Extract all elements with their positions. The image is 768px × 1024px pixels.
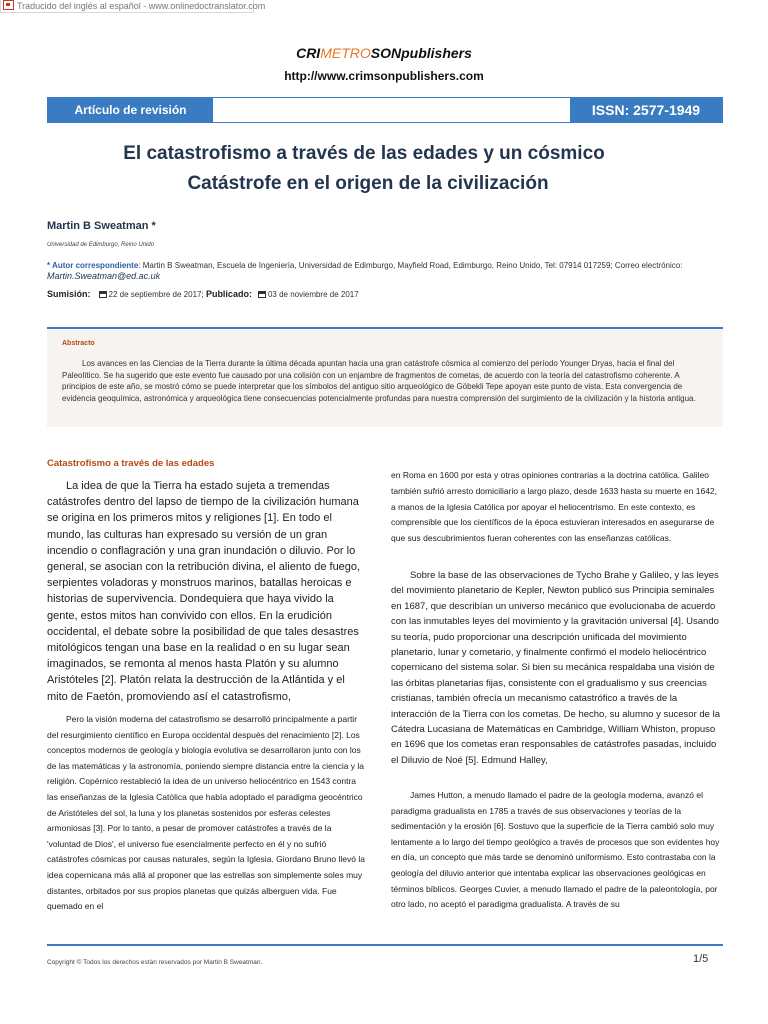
translator-banner[interactable]	[0, 0, 266, 13]
author-name: Martin B Sweatman *	[47, 220, 156, 232]
copyright-text: Copyright © Todos los derechos están reservados por Martin B Sweatman.	[47, 959, 263, 966]
logo-prefix: CRI	[296, 45, 321, 61]
published-label: Publicado:	[205, 289, 252, 299]
abstract-body: Los avances en las Ciencias de la Tierra durante la última década apuntan hacia una gran catástrofe cósmica al comienzo del período Younger Dryas, hacia el final del Paleolítico. Se ha sugerido que este evento fue causado por una colisión con un enjambre de fragmentos de cometas, de acuerdo con la teoría del catastrofismo coherente. A principios de este año, se mostró cómo se puede interpretar que los símbolos del antiguo sitio arqueológico de Göbekli Tepe apoyan este punto de vista. Esta convergencia de evidencia geoquímica, astronómica y arqueológica tiene consecuencias potencialmente profundas para nuestra comprensión del surgimiento de la civilización y la historia antigua.	[62, 359, 696, 403]
corresponding-label: * Autor correspondiente	[47, 261, 139, 270]
title-line-2: Catástrofe en el origen de la civilización	[187, 173, 549, 194]
publisher-url[interactable]: http://www.crimsonpublishers.com	[284, 69, 484, 83]
abstract-heading: Abstracto	[62, 340, 95, 347]
issn-label: ISSN: 2577-1949	[570, 98, 722, 122]
translator-text: Traducido del inglés al español - www.onlinedoctranslator.com	[17, 1, 266, 11]
abstract-box	[47, 327, 723, 427]
logo-middle: METRO	[320, 45, 371, 61]
article-type-label: Artículo de revisión	[48, 98, 213, 122]
corresponding-text: : Martin B Sweatman, Escuela de Ingeniería, Universidad de Edimburgo, Mayfield Road, Edimburgo, Reino Unido, Tel: 07914 017259; Correo electrónico:	[138, 261, 683, 270]
right-paragraph-1: en Roma en 1600 por esta y otras opiniones contrarias a la doctrina católica. Galileo también sufrió arresto domiciliario a largo plazo, desde 1633 hasta su muerte en 1642, a manos de la Iglesia Católica por apoyar el heliocentrismo. En este contexto, es comprensible que los científicos de la época estuvieran interesados en asegurarse de que sus descubrimientos fueran coherentes con las enseñanzas católicas.	[391, 470, 718, 544]
left-paragraph-1: La idea de que la Tierra ha estado sujeta a tremendas catástrofes dentro del lapso de tiempo de la civilización humana se origina en los primeros mitos y religiones [1]. En todo el mundo, las culturas han expresado su versión de un gran incendio o conflagración y una gran inundación o diluvio. Por lo general, se asocian con la retribución divina, el aliento de fuego, serpientes voladoras y monstruos marinos, batallas heroicas e historias de supervivencia. Dondequiera que haya vivido la gente, estos mitos han convivido con ellos. En la erudición occidental, el debate sobre la posibilidad de que tales desastres mitológicos tengan una base en la realidad o en su lugar sean imaginados, se remonta al menos hasta Platón y su alumno Aristóteles [2]. Platón relata la destrucción de la Atlántida y el mito de Faetón, promoviendo así el catastrofismo,	[47, 480, 361, 703]
page-number: 1/5	[693, 953, 709, 965]
submission-info	[47, 289, 359, 299]
published-date: 03 de noviembre de 2017	[267, 290, 359, 299]
publisher-logo	[0, 45, 768, 61]
submission-label: Sumisión:	[47, 289, 91, 299]
submission-date: 22 de septiembre de 2017;	[108, 290, 204, 299]
article-banner	[47, 97, 723, 123]
translate-icon	[3, 0, 14, 10]
calendar-icon	[258, 291, 266, 298]
corresponding-email[interactable]: Martin.Sweatman@ed.ac.uk	[47, 271, 161, 281]
corresponding-author	[47, 260, 707, 282]
author-affiliation: Universidad de Edimburgo, Reino Unido	[47, 242, 155, 248]
left-paragraph-2: Pero la visión moderna del catastrofismo se desarrolló principalmente a partir del resurgimiento científico en Europa occidental después del renacimiento [2]. Los conceptos modernos de geología y biología evolutiva se desarrollaron junto con los de las matemáticas y la astronomía, poniendo siempre distancia entre la ciencia y la religión. Copérnico restableció la idea de un universo heliocéntrico en 1543 contra las enseñanzas de la Iglesia Católica que había adoptado el paradigma geocéntrico de Aristóteles del sol, la luna y los planetas sostenidos por esferas celestes armoniosas [3]. Por lo tanto, a pesar de promover catástrofes a través de la 'voluntad de Dios', el universo fue esencialmente perfecto en él y no sufrió catástrofes cósmicas por causas naturales, según la Iglesia. Giordano Bruno llevó la idea copernicana más allá al proponer que las estrellas son simplemente soles muy distantes, orbitados por sus propios planetas que quizás alberguen vida. Fue quemado en el	[47, 714, 365, 912]
title-line-1: El catastrofismo a través de las edades y un cósmico	[123, 143, 605, 164]
right-paragraph-2: Sobre la base de las observaciones de Tycho Brahe y Galileo, y las leyes del movimiento planetario de Kepler, Newton publicó sus Principia seminales en 1687, que describían un universo mecánico que evolucionaba de acuerdo con las inmutables leyes del movimiento y la gravitación universal [4]. Usando su teoría, pudo proporcionar una descripción unificada del movimiento planetario, lunar y cometario, y finalmente confirmó el modelo heliocéntrico copernicano del sistema solar. Si bien su mecánica respaldaba una visión de las órbitas planetarias fijas, consistente con el gradualismo y sus creencias cristianas, también ofrecía un mecanismo catastrófico a través de la interacción de la Tierra con los cometas. De hecho, su alumno y sucesor de la Cátedra Lucasiana de Matemáticas en Cambridge, William Whiston, propuso en 1696 que los cometas eran responsables de catástrofes pasadas, incluido el Diluvio de Noé [5]. Edmund Halley,	[391, 570, 720, 766]
logo-suffix: SONpublishers	[370, 45, 472, 61]
section-heading: Catastrofismo a través de las edades	[47, 458, 215, 469]
calendar-icon	[99, 291, 107, 298]
right-paragraph-3: James Hutton, a menudo llamado el padre de la geología moderna, avanzó el paradigma gradualista en 1785 a través de sus observaciones y teorías de la sedimentación y la erosión [6]. Sostuvo que la superficie de la Tierra cambió solo muy lentamente a lo largo del tiempo geológico a través de procesos que son evidentes hoy en día, un concepto que más tarde se denominó uniformismo. Esto contrastaba con la geología del diluvio anterior que intentaba explicar las observaciones geológicas en términos bíblicos. Georges Cuvier, a menudo llamado el padre de la paleontología, por otro lado, no aceptó el paradigma gradualista. A través de su	[391, 790, 720, 910]
footer-divider	[47, 944, 723, 946]
